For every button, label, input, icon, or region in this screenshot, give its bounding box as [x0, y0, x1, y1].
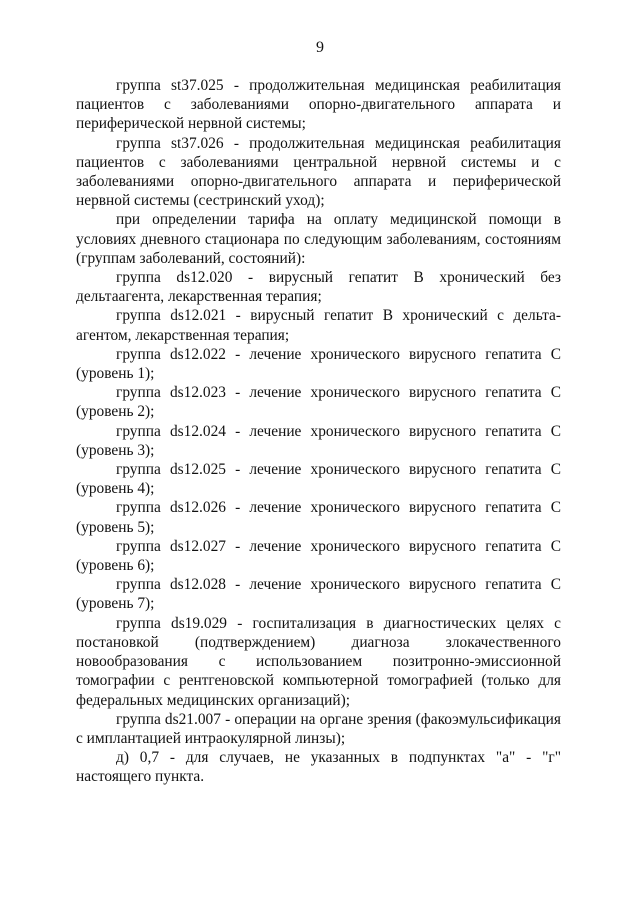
- paragraph-ds12-021: группа ds12.021 - вирусный гепатит B хронический с дельта-агентом, лекарственная терапия;: [76, 307, 561, 344]
- paragraph-st37-026: группа st37.026 - продолжительная медицинская реабилитация пациентов с заболеваниями центральной нервной системы и с заболеваниями опорно-двигательного аппарата и периферической нервной системы (сестринский уход);: [76, 134, 561, 210]
- paragraph-subpoint-d: д) 0,7 - для случаев, не указанных в подпунктах "а" - "г" настоящего пункта.: [76, 749, 561, 786]
- paragraph-ds12-026: группа ds12.026 - лечение хронического вирусного гепатита C (уровень 5);: [76, 499, 561, 536]
- paragraph-ds12-023: группа ds12.023 - лечение хронического вирусного гепатита C (уровень 2);: [76, 384, 561, 421]
- paragraph-ds19-029: группа ds19.029 - госпитализация в диагностических целях с постановкой (подтверждением) диагноза злокачественного новообразования с использованием позитронно-эмиссионной томографии с рентгеновской компьютерной томографией (только для федеральных медицинских организаций);: [76, 614, 561, 709]
- paragraph-day-hospital-intro: при определении тарифа на оплату медицинской помощи в условиях дневного стационара по следующим заболеваниям, состояниям (группам заболеваний, состояний):: [76, 211, 561, 267]
- paragraph-ds12-022: группа ds12.022 - лечение хронического вирусного гепатита C (уровень 1);: [76, 345, 561, 383]
- paragraph-st37-025: группа st37.025 - продолжительная медицинская реабилитация пациентов с заболеваниями опорно-двигательного аппарата и периферической нервной системы;: [76, 77, 561, 133]
- paragraph-ds12-025: группа ds12.025 - лечение хронического вирусного гепатита C (уровень 4);: [76, 461, 561, 498]
- page-number: 9: [316, 39, 324, 56]
- paragraph-ds12-020: группа ds12.020 - вирусный гепатит B хронический без дельтаагента, лекарственная терапия;: [76, 269, 561, 306]
- paragraph-ds12-028: группа ds12.028 - лечение хронического вирусного гепатита C (уровень 7);: [76, 576, 561, 613]
- page-body: [76, 76, 561, 787]
- paragraph-ds12-024: группа ds12.024 - лечение хронического вирусного гепатита C (уровень 3);: [76, 422, 561, 459]
- paragraph-ds12-027: группа ds12.027 - лечение хронического вирусного гепатита C (уровень 6);: [76, 537, 561, 575]
- paragraph-ds21-007: группа ds21.007 - операции на органе зрения (факоэмульсификация с имплантацией интраокулярной линзы);: [76, 710, 561, 747]
